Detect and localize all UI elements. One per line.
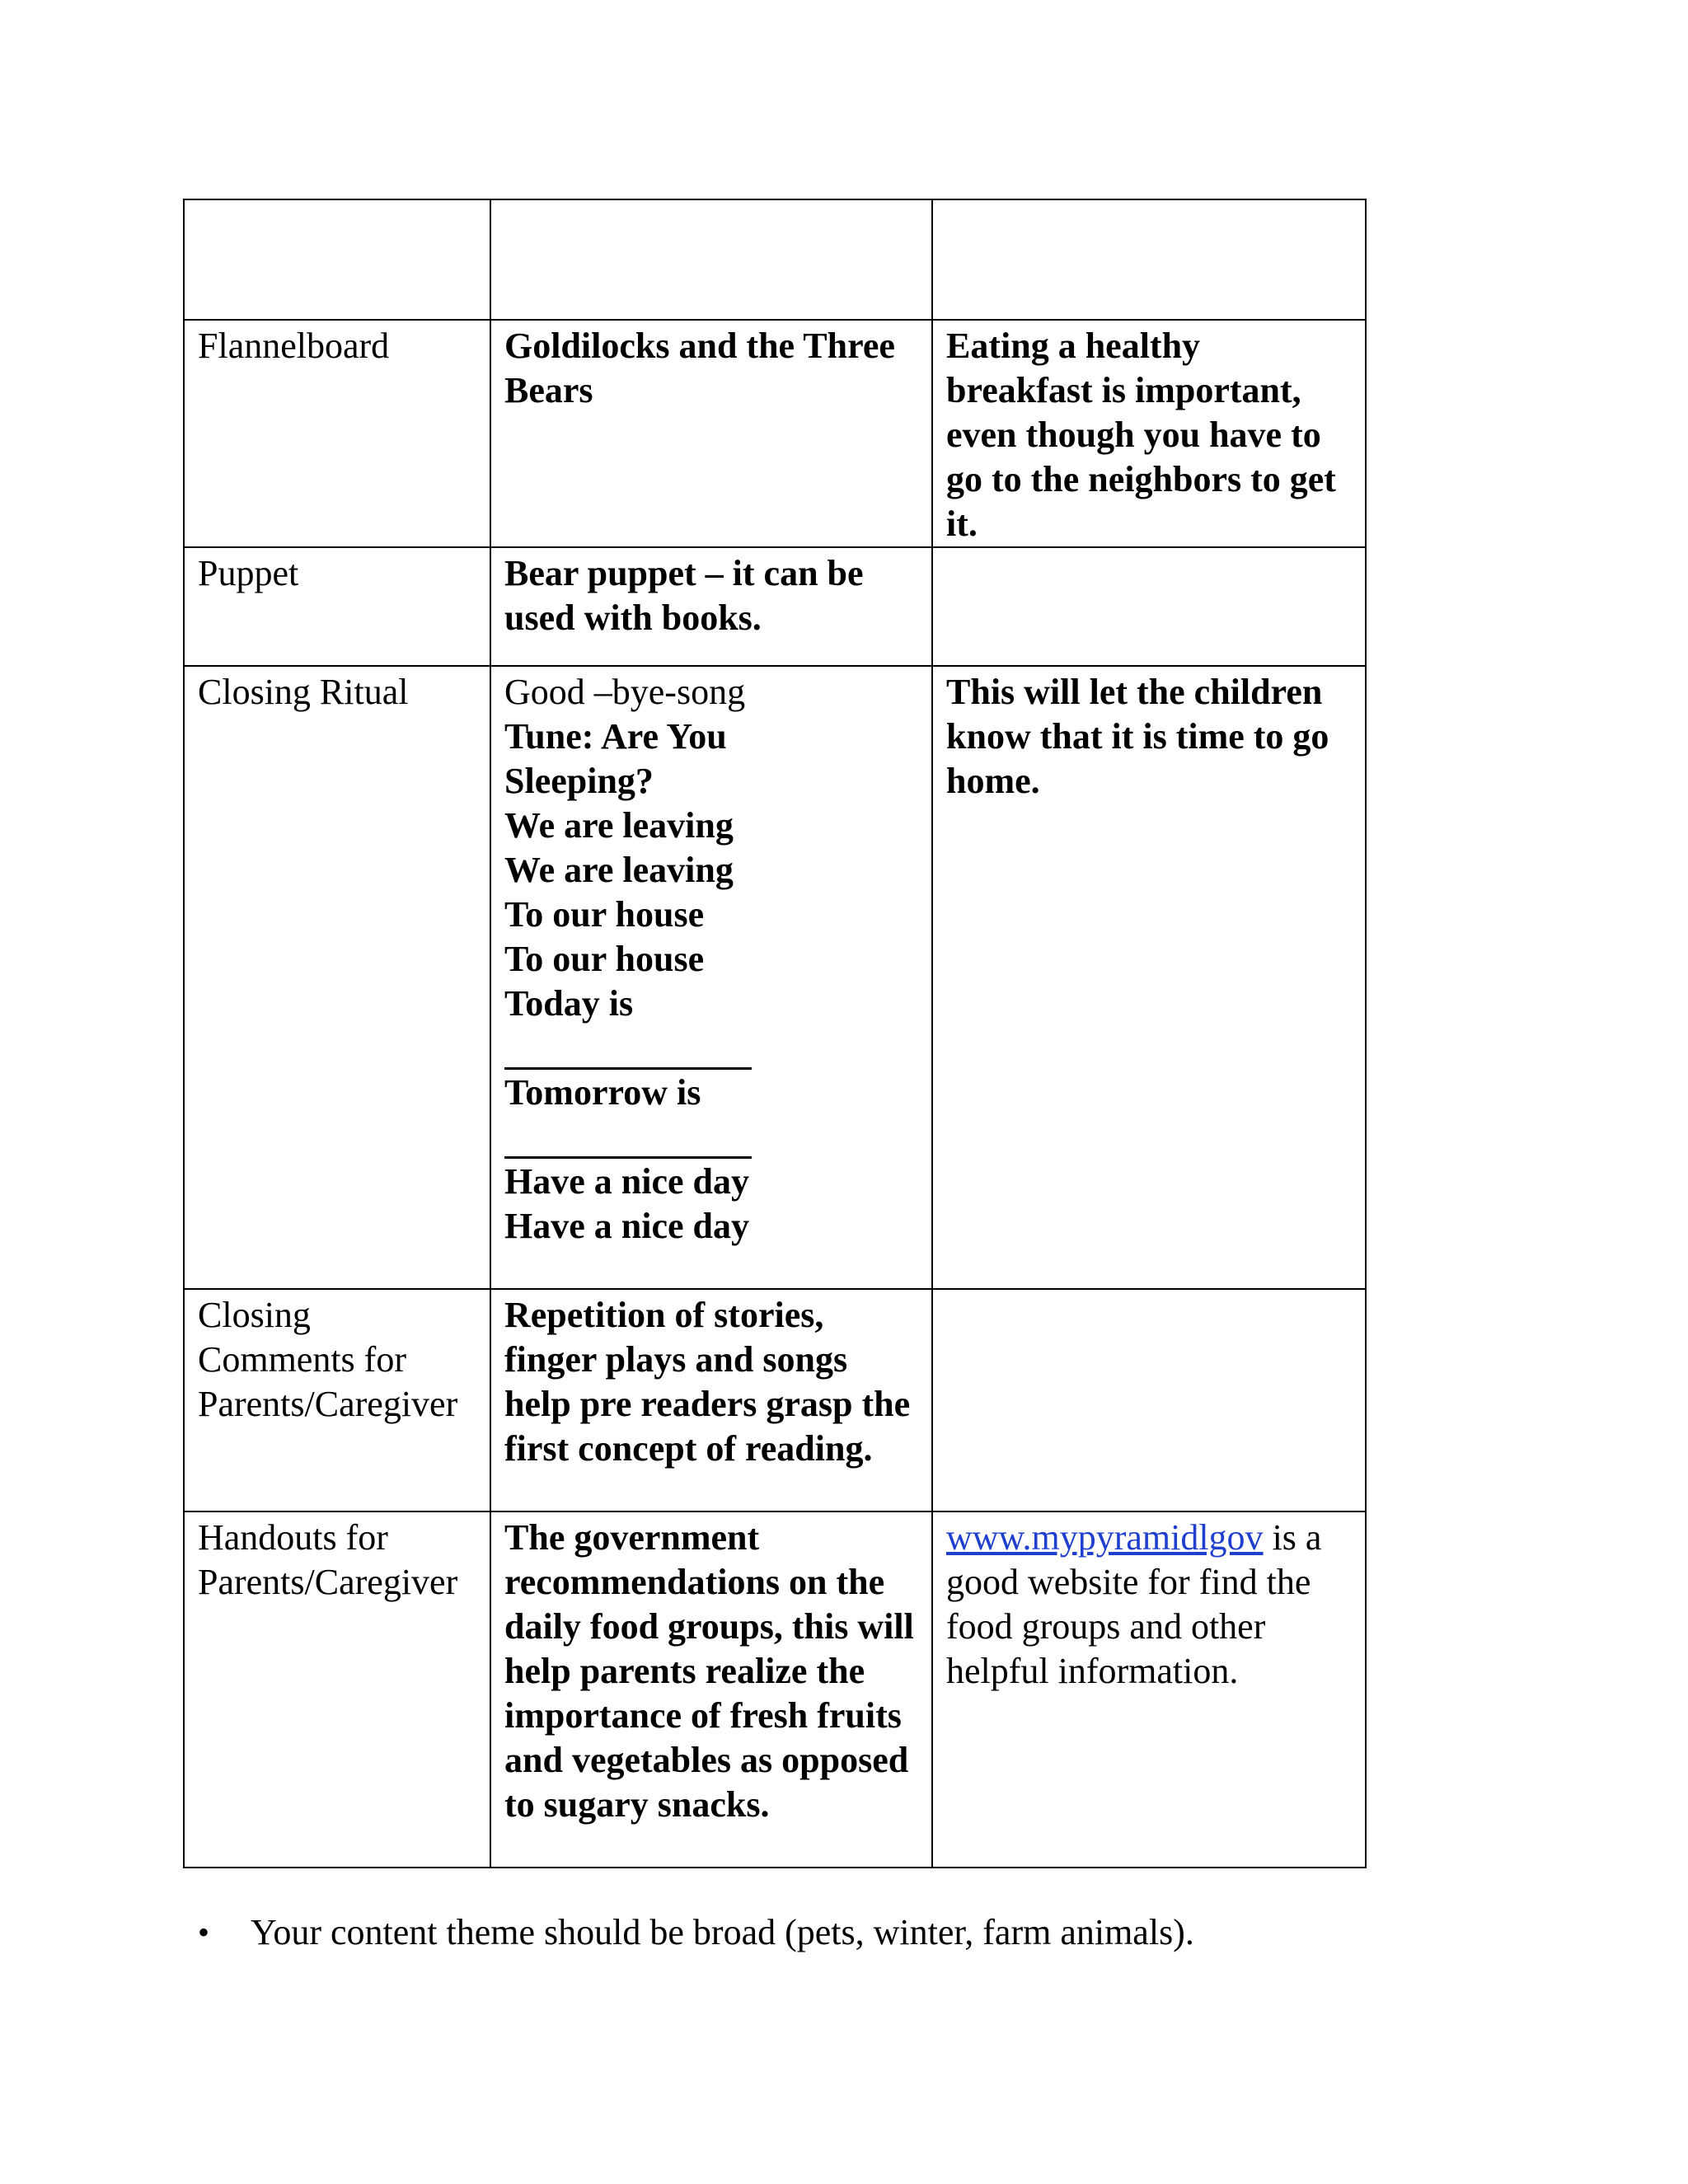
table-cell bbox=[490, 199, 932, 320]
table-cell bbox=[184, 199, 490, 320]
song-line: Sleeping? bbox=[504, 761, 654, 801]
activity-notes bbox=[932, 547, 1366, 666]
bullet-text: Your content theme should be broad (pets, winter, farm animals). bbox=[251, 1912, 1194, 1952]
song-line: Tune: Are You bbox=[504, 716, 727, 757]
activity-label: Puppet bbox=[184, 547, 490, 666]
song-line: Have a nice day bbox=[504, 1161, 749, 1202]
activity-notes: Eating a healthy breakfast is important, even though you have to go to the neighbors to get it. bbox=[932, 320, 1366, 547]
table-row bbox=[184, 1289, 1366, 1511]
activity-content bbox=[490, 666, 932, 1289]
activity-label: Flannelboard bbox=[184, 320, 490, 547]
table-row bbox=[184, 666, 1366, 1289]
table-cell bbox=[932, 199, 1366, 320]
song-line: To our house bbox=[504, 939, 705, 979]
song-line: Tomorrow is bbox=[504, 1072, 701, 1113]
table-row bbox=[184, 320, 1366, 547]
activity-content: Goldilocks and the Three Bears bbox=[490, 320, 932, 547]
website-description: is a good website for find the food groups and other helpful information. bbox=[946, 1517, 1322, 1691]
bullet-item bbox=[198, 1910, 1194, 1955]
activity-notes bbox=[932, 1511, 1366, 1868]
activity-label: Handouts for Parents/Caregiver bbox=[184, 1511, 490, 1868]
activity-notes: This will let the children know that it is time to go home. bbox=[932, 666, 1366, 1289]
activity-notes bbox=[932, 1289, 1366, 1511]
activity-label: Closing Comments for Parents/Caregiver bbox=[184, 1289, 490, 1511]
activity-content: The government recommendations on the daily food groups, this will help parents realize the importance of fresh fruits and vegetables as opposed to sugary snacks. bbox=[490, 1511, 932, 1868]
fill-in-blank bbox=[504, 1115, 918, 1160]
activity-label: Closing Ritual bbox=[184, 666, 490, 1289]
table-row bbox=[184, 547, 1366, 666]
table-row bbox=[184, 1511, 1366, 1868]
fill-in-blank bbox=[504, 1026, 918, 1071]
song-line: Have a nice day bbox=[504, 1206, 749, 1246]
song-line: We are leaving bbox=[504, 850, 734, 890]
song-line: We are leaving bbox=[504, 805, 734, 846]
website-link[interactable]: www.mypyramidlgov bbox=[946, 1517, 1264, 1558]
song-line: To our house bbox=[504, 894, 705, 935]
activity-content: Bear puppet – it can be used with books. bbox=[490, 547, 932, 666]
bullet-icon: • bbox=[198, 1914, 210, 1951]
table-row bbox=[184, 199, 1366, 320]
song-line: Today is bbox=[504, 983, 634, 1024]
lesson-plan-table bbox=[183, 199, 1367, 1868]
activity-content: Repetition of stories, finger plays and songs help pre readers grasp the first concept of reading. bbox=[490, 1289, 932, 1511]
song-title: Good –bye-song bbox=[504, 672, 746, 712]
